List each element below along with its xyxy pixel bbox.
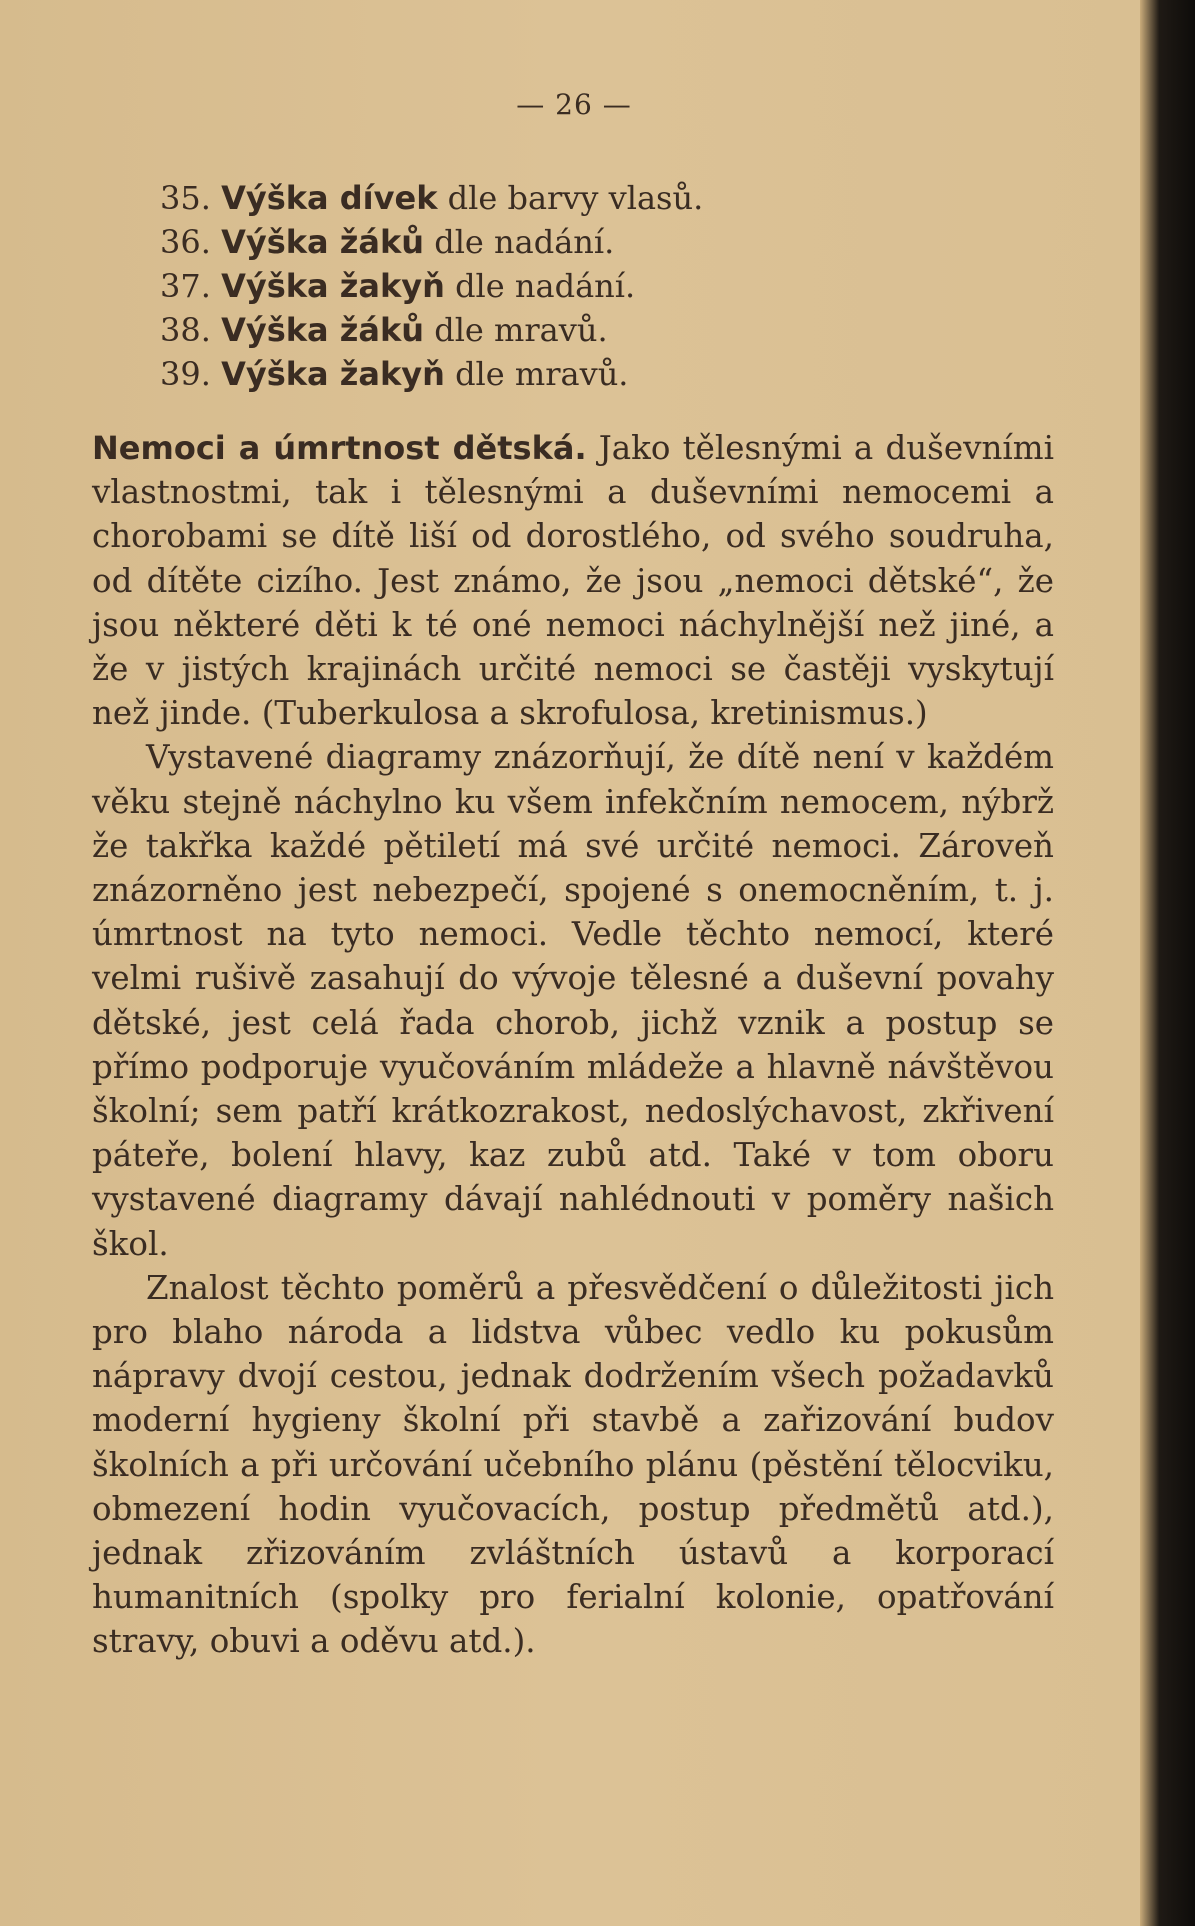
item-rest: dle nadání.	[434, 223, 615, 261]
page-number: — 26 —	[516, 88, 632, 121]
item-number: 36.	[160, 223, 211, 261]
list-item	[160, 220, 703, 264]
item-number: 38.	[160, 311, 211, 349]
paragraph-1	[92, 426, 1054, 735]
item-number: 39.	[160, 355, 211, 393]
item-rest: dle mravů.	[455, 355, 629, 393]
list-item	[160, 308, 703, 352]
paragraph-3: Znalost těchto poměrů a přesvědčení o důležitosti jich pro blaho národa a lidstva vůbec vedlo ku pokusům nápravy dvojí cestou, jednak dodržením všech požadavků moderní hygieny školní při stavbě a zařizování budov školních a při určování učebního plánu (pěstění tělocviku, obmezení hodin vyučovacích, postup předmětů atd.), jednak zřizováním zvláštních ústavů a korporací humanitních (spolky pro ferialní kolonie, opatřování stravy, obuvi a oděvu atd.).	[92, 1268, 1054, 1661]
item-rest: dle mravů.	[434, 311, 608, 349]
item-number: 35.	[160, 179, 211, 217]
list-item	[160, 176, 703, 220]
item-number: 37.	[160, 267, 211, 305]
paragraph-1-text: Jako tělesnými a duševními vlastnostmi, tak i tělesnými a duševními nemocemi a chorobami se dítě liší od dorostlého, od svého soudruha, od dítěte cizího. Jest známo, že jsou „nemoci dětské“, že jsou některé děti k té oné nemoci náchylnější než jiné, a že v jistých krajinách určité nemoci se častěji vyskytují než jinde. (Tuberkulosa a skrofulosa, kretinismus.)	[92, 429, 1054, 733]
list-item	[160, 352, 703, 396]
section-heading: Nemoci a úmrtnost dětská.	[92, 429, 587, 467]
item-rest: dle nadání.	[455, 267, 636, 305]
item-bold: Výška dívek	[221, 179, 438, 217]
list-item	[160, 264, 703, 308]
paragraph-2: Vystavené diagramy znázorňují, že dítě není v každém věku stejně náchylno ku všem infekčním nemocem, nýbrž že takřka každé pětiletí má své určité nemoci. Zároveň znázorněno jest nebezpečí, spojené s onemocněním, t. j. úmrtnost na tyto nemoci. Vedle těchto nemocí, které velmi rušivě zasahují do vývoje tělesné a duševní povahy dětské, jest celá řada chorob, jichž vznik a postup se přímo podporuje vyučováním mládeže a hlavně návštěvou školní; sem patří krátkozrakost, nedoslýchavost, zkřivení páteře, bolení hlavy, kaz zubů atd. Také v tom oboru vystavené diagramy dávají nahlédnouti v poměry našich škol.	[92, 738, 1054, 1263]
diagram-list	[160, 176, 703, 396]
item-bold: Výška žáků	[221, 223, 425, 261]
item-rest: dle barvy vlasů.	[447, 179, 704, 217]
item-bold: Výška žáků	[221, 311, 425, 349]
item-bold: Výška žakyň	[221, 267, 445, 305]
book-gutter	[1140, 0, 1195, 1926]
body-text	[92, 426, 1054, 1664]
item-bold: Výška žakyň	[221, 355, 445, 393]
